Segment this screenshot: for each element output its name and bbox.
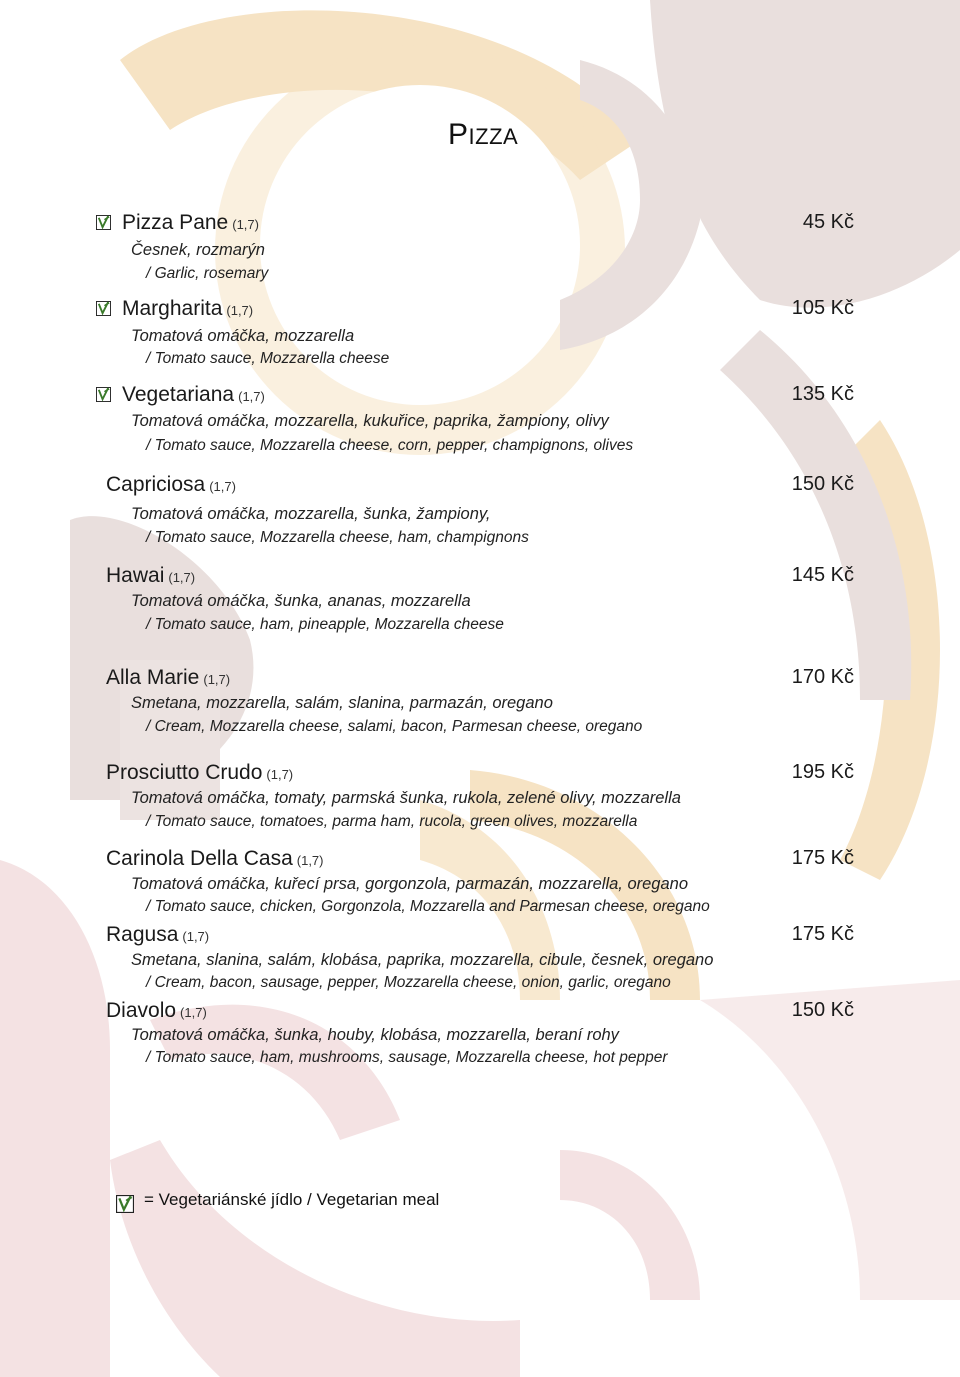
item-name-line (122, 383, 265, 407)
item-price: 175 Kč (791, 923, 854, 945)
item-allergens: (1,7) (168, 570, 196, 585)
vegetarian-leaf-icon (96, 387, 111, 402)
item-description-cz: Tomatová omáčka, šunka, houby, klobása, mozzarella, beraní rohy (131, 1026, 619, 1044)
item-description-cz: Smetana, slanina, salám, klobása, paprika, mozzarella, cibule, česnek, oregano (131, 951, 714, 969)
item-description-en: / Garlic, rosemary (146, 265, 269, 282)
item-description-en: / Tomato sauce, Mozzarella cheese, corn, pepper, champignons, olives (146, 437, 634, 454)
item-description-en: / Tomato sauce, Mozzarella cheese (146, 350, 390, 367)
item-name-line (122, 297, 253, 321)
item-description-cz: Tomatová omáčka, šunka, ananas, mozzarella (131, 592, 471, 610)
item-description-cz: Tomatová omáčka, kuřecí prsa, gorgonzola, parmazán, mozzarella, oregano (131, 875, 689, 893)
item-name-line (106, 564, 195, 588)
item-name-line (122, 211, 259, 235)
item-price: 135 Kč (791, 383, 854, 405)
item-allergens: (1,7) (296, 853, 324, 868)
item-name: Margharita (122, 297, 223, 320)
item-allergens: (1,7) (238, 389, 265, 404)
item-price: 150 Kč (791, 473, 854, 495)
item-price: 150 Kč (791, 999, 854, 1021)
item-allergens: (1,7) (266, 767, 294, 782)
item-name-line (106, 847, 324, 871)
item-name: Pizza Pane (122, 211, 229, 234)
item-description-cz: Smetana, mozzarella, salám, slanina, parmazán, oregano (131, 694, 553, 712)
item-description-en: / Tomato sauce, tomatoes, parma ham, rucola, green olives, mozzarella (146, 813, 638, 830)
title-rest: IZZA (468, 124, 519, 149)
item-description-en: / Tomato sauce, ham, pineapple, Mozzarella cheese (146, 616, 504, 633)
item-name-line (106, 999, 207, 1023)
item-description-cz: Tomatová omáčka, mozzarella, šunka, žampiony, (131, 505, 491, 523)
vegetarian-leaf-icon (96, 301, 111, 316)
item-name: Ragusa (106, 923, 179, 946)
item-price: 145 Kč (791, 564, 854, 586)
item-description-en: / Tomato sauce, ham, mushrooms, sausage, Mozzarella cheese, hot pepper (146, 1049, 668, 1066)
item-description-en: / Cream, bacon, sausage, pepper, Mozzarella cheese, onion, garlic, oregano (146, 974, 671, 991)
item-description-en: / Cream, Mozzarella cheese, salami, bacon, Parmesan cheese, oregano (146, 718, 643, 735)
item-name: Alla Marie (106, 666, 200, 689)
item-description-en: / Tomato sauce, Mozzarella cheese, ham, champignons (146, 529, 529, 546)
item-price: 195 Kč (791, 761, 854, 783)
item-price: 175 Kč (791, 847, 854, 869)
item-name-line (106, 761, 293, 785)
item-name: Vegetariana (122, 383, 235, 406)
item-description-en: / Tomato sauce, chicken, Gorgonzola, Mozzarella and Parmesan cheese, oregano (146, 898, 710, 915)
item-allergens: (1,7) (209, 479, 236, 494)
item-price: 105 Kč (791, 297, 854, 319)
item-description-cz: Tomatová omáčka, tomaty, parmská šunka, rukola, zelené olivy, mozzarella (131, 789, 681, 807)
item-allergens: (1,7) (232, 217, 259, 232)
title-initial: P (448, 118, 469, 151)
item-allergens: (1,7) (203, 672, 231, 687)
item-allergens: (1,7) (180, 1005, 207, 1020)
item-description-cz: Tomatová omáčka, mozzarella (131, 327, 355, 345)
item-name-line (106, 473, 236, 497)
item-description-cz: Tomatová omáčka, mozzarella, kukuřice, paprika, žampiony, olivy (131, 412, 609, 430)
item-price: 170 Kč (791, 666, 854, 688)
item-name: Diavolo (106, 999, 177, 1022)
page-title (448, 118, 518, 152)
item-allergens: (1,7) (226, 303, 254, 318)
item-description-cz: Česnek, rozmarýn (131, 241, 265, 259)
vegetarian-leaf-icon (96, 215, 111, 230)
item-name: Prosciutto Crudo (106, 761, 263, 784)
vegetarian-leaf-icon (116, 1195, 134, 1213)
item-allergens: (1,7) (182, 929, 210, 944)
item-name-line (106, 923, 209, 947)
item-name: Carinola Della Casa (106, 847, 293, 870)
item-name-line (106, 666, 230, 690)
item-price: 45 Kč (802, 211, 854, 233)
item-name: Hawai (106, 564, 165, 587)
item-name: Capriciosa (106, 473, 206, 496)
legend-text: = Vegetariánské jídlo / Vegetarian meal (144, 1190, 440, 1209)
